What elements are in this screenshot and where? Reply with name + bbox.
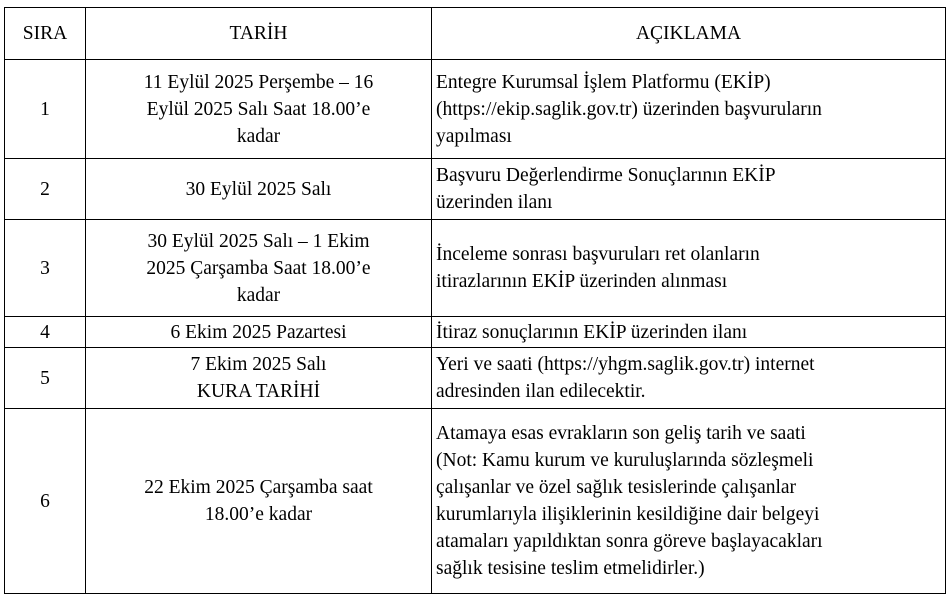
table-row (5, 348, 946, 409)
row-description-line: Entegre Kurumsal İşlem Platformu (EKİP) (436, 71, 771, 93)
row-description (432, 60, 946, 159)
header-sira: SIRA (5, 8, 86, 60)
row-number: 4 (5, 317, 86, 348)
schedule-table (4, 7, 946, 594)
row-date-line: 7 Ekim 2025 Salı (190, 354, 327, 375)
row-date-line: 22 Ekim 2025 Çarşamba saat (144, 477, 373, 498)
table-row (5, 220, 946, 317)
row-description-line: adresinden ilan edilecektir. (436, 381, 646, 402)
header-row (5, 8, 946, 60)
row-date-line: kadar (236, 125, 281, 147)
row-description-line: kurumlarıyla ilişiklerinin kesildiğine dair belgeyi (436, 504, 820, 525)
table-row (5, 159, 946, 220)
row-number: 6 (5, 409, 86, 594)
row-date-line: 30 Eylül 2025 Salı – 1 Ekim (147, 230, 370, 252)
row-description-line: sağlık tesisine teslim etmelidirler.) (436, 558, 705, 579)
row-description-line: İtiraz sonuçlarının EKİP üzerinden ilanı (436, 321, 748, 343)
row-description (432, 220, 946, 317)
row-date (86, 220, 432, 317)
row-date-line: 18.00’e kadar (204, 504, 313, 525)
row-description-line: üzerinden ilanı (436, 192, 553, 213)
row-number: 5 (5, 348, 86, 409)
table-row (5, 60, 946, 159)
row-date-line: 11 Eylül 2025 Perşembe – 16 (143, 71, 374, 93)
row-date (86, 317, 432, 348)
row-description-line: Başvuru Değerlendirme Sonuçlarının EKİP (436, 165, 776, 186)
row-description-line: İnceleme sonrası başvuruları ret olanların (436, 244, 760, 265)
row-description (432, 159, 946, 220)
row-number: 1 (5, 60, 86, 159)
table-row (5, 409, 946, 594)
row-date (86, 159, 432, 220)
header-aciklama: AÇIKLAMA (432, 8, 946, 60)
row-description-line: itirazlarının EKİP üzerinden alınması (436, 271, 728, 292)
row-description-line: (Not: Kamu kurum ve kuruluşlarında sözleşmeli (436, 450, 814, 471)
row-date (86, 60, 432, 159)
row-description (432, 348, 946, 409)
row-description-line: atamaları yapıldıktan sonra göreve başlayacakları (436, 531, 823, 552)
row-description-line: yapılması (436, 125, 512, 147)
row-date-line: 30 Eylül 2025 Salı (185, 178, 332, 200)
row-description (432, 317, 946, 348)
row-description (432, 409, 946, 594)
row-date-line: kadar (236, 284, 281, 306)
row-date (86, 348, 432, 409)
row-number: 2 (5, 159, 86, 220)
row-description-line: çalışanlar ve özel sağlık tesislerinde çalışanlar (436, 477, 797, 498)
row-date (86, 409, 432, 594)
row-description-line: (https://ekip.saglik.gov.tr) üzerinden başvuruların (436, 98, 822, 120)
row-number: 3 (5, 220, 86, 317)
row-date-line: 2025 Çarşamba Saat 18.00’e (146, 257, 371, 279)
row-date-line: 6 Ekim 2025 Pazartesi (170, 321, 347, 343)
table-row (5, 317, 946, 348)
row-description-line: Atamaya esas evrakların son geliş tarih ve saati (436, 423, 806, 444)
header-tarih: TARİH (86, 8, 432, 60)
row-date-line: Eylül 2025 Salı Saat 18.00’e (146, 98, 371, 120)
row-date-line: KURA TARİHİ (196, 381, 321, 402)
row-description-line: Yeri ve saati (https://yhgm.saglik.gov.tr) internet (436, 354, 815, 375)
